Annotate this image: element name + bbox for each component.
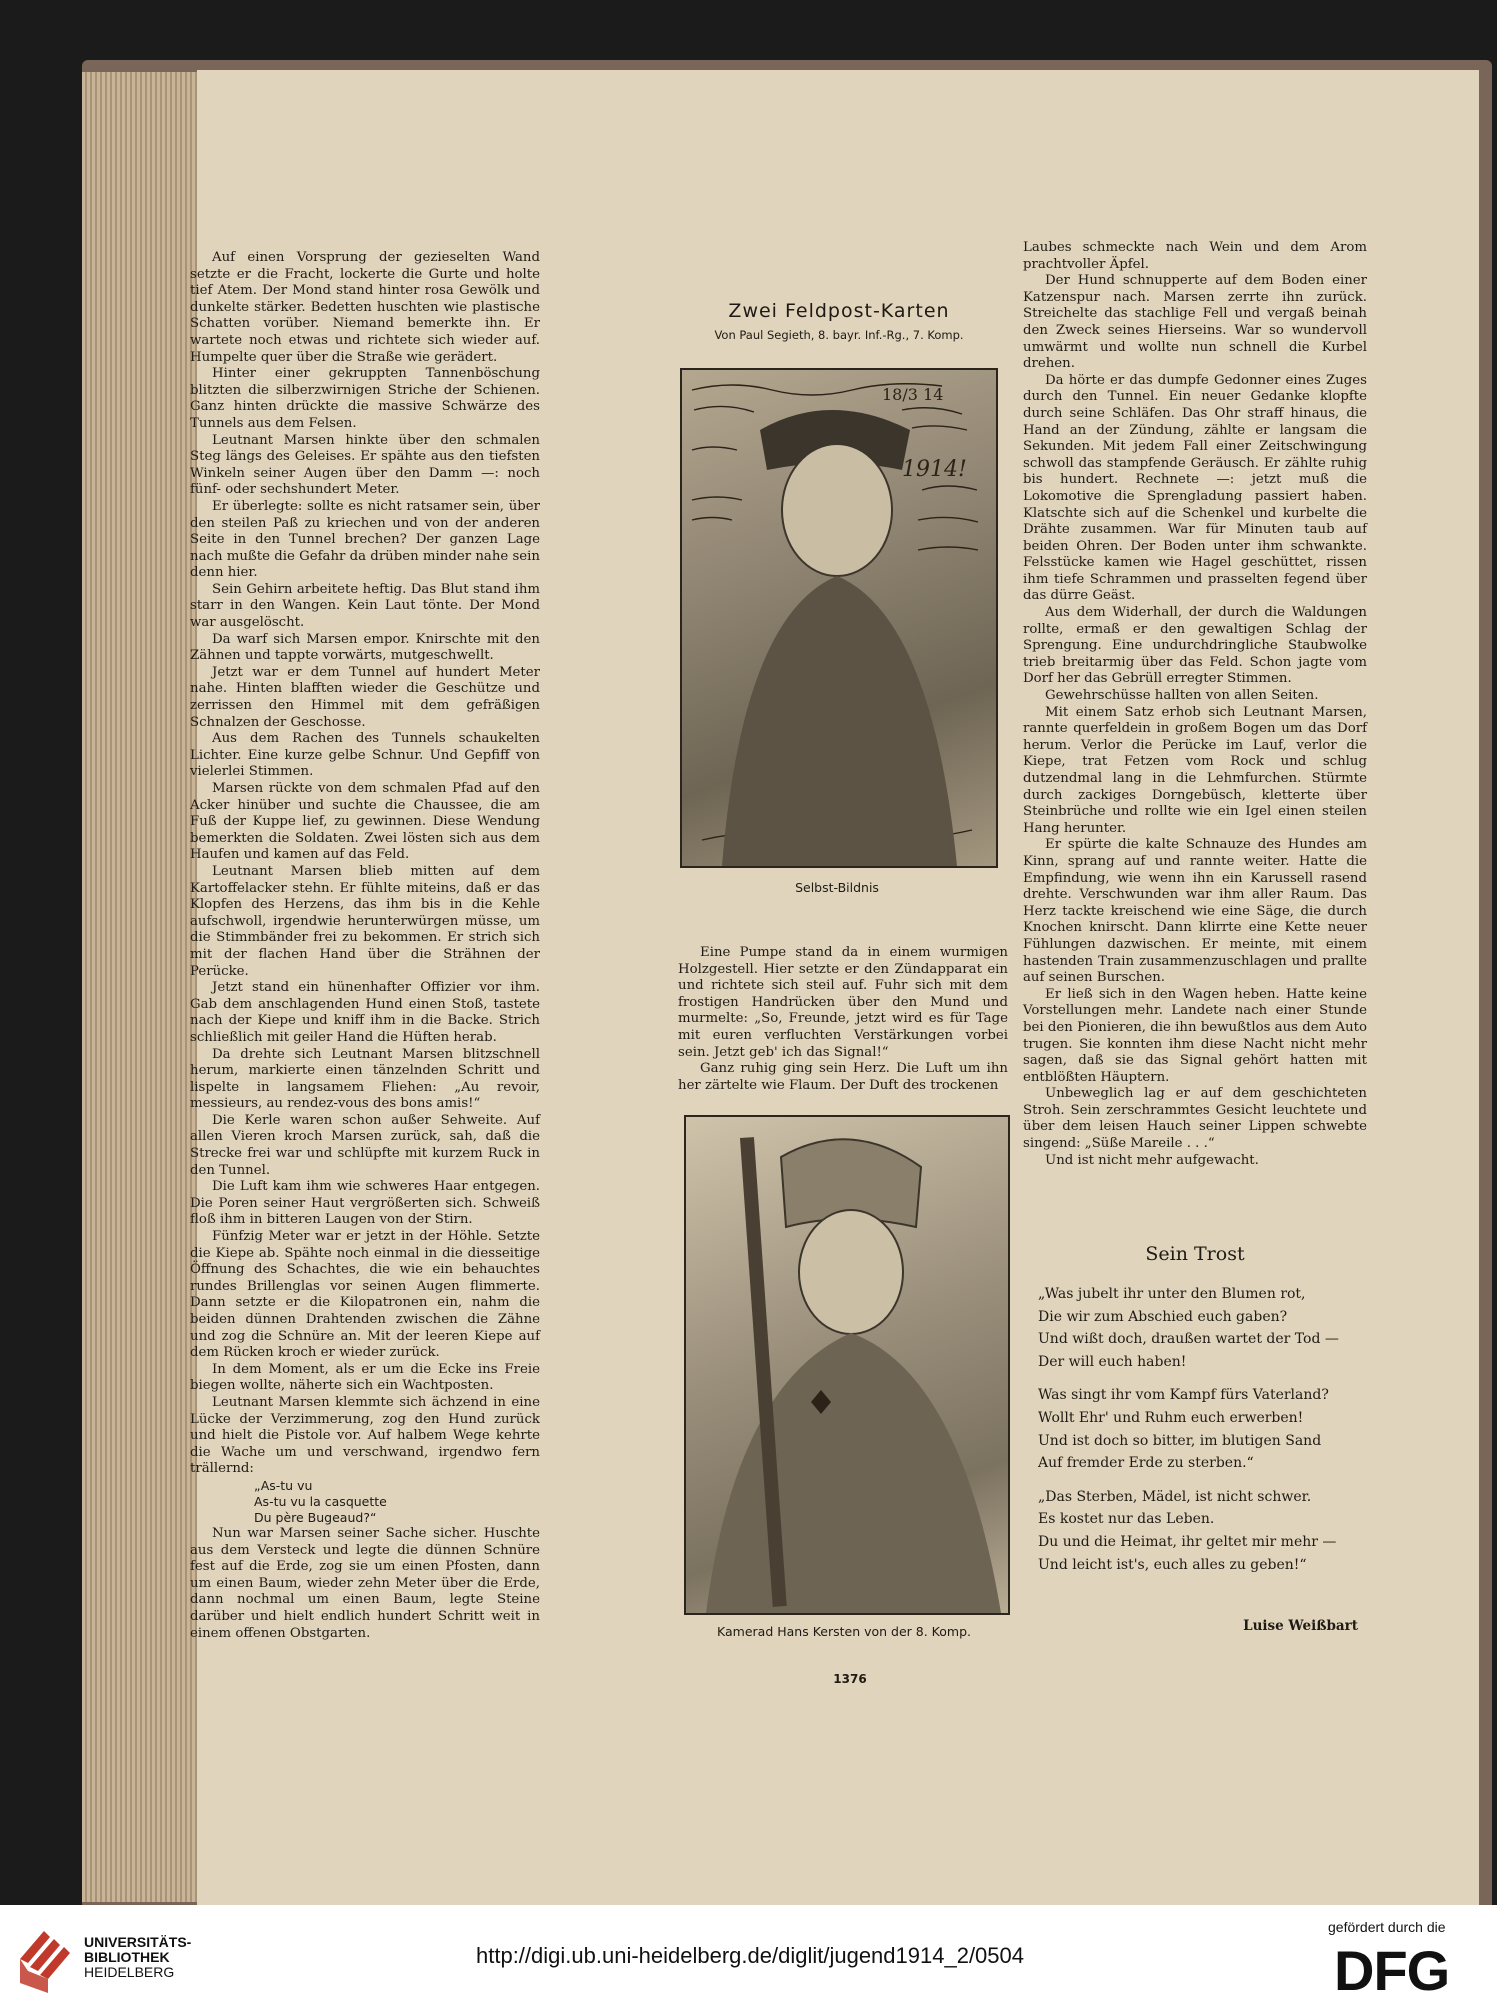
paragraph: Mit einem Satz erhob sich Leutnant Marsen, rannte querfeldein in großem Bogen um das Dorf herum. Verlor die Perücke im Lauf, verlor die Kiepe, trat Fetzen vom Rock und schlug dutzendmal lang in die Lehmfurchen. Stürmte durch zackiges Dorngebüsch, kletterte über Steinbrüche und rollte wie ein Igel einen steilen Hang herunter. [1023,704,1367,836]
paragraph: In dem Moment, als er um die Ecke ins Freie biegen wollte, näherte sich ein Wachtposten. [190,1361,540,1394]
right-text-column [1023,240,1367,1169]
middle-text-column [678,945,1008,1094]
university-library-logo-icon [14,1923,76,1995]
library-name-line: HEIDELBERG [84,1964,175,1980]
paragraph: Jetzt war er dem Tunnel auf hundert Meter nahe. Hinten blafften wieder die Geschütze und zerrissen den Himmel mit dem gefräßigen Schnalzen der Geschosse. [190,664,540,730]
poem [1038,1283,1378,1587]
page-edges [82,72,202,1902]
paragraph: Er ließ sich in den Wagen heben. Hatte keine Vorstellungen mehr. Landete nach einer Stunde bei den Pionieren, die ihn bewußtlos aus dem Auto trugen. Sie konnten ihm diese Nacht nicht mehr sagen, daß sie das Signal gehört hatten mit entblößten Häuptern. [1023,986,1367,1085]
paragraph: Da warf sich Marsen empor. Knirschte mit den Zähnen und tappte vorwärts, mutgeschwellt. [190,631,540,664]
card-date: 18/3 14 [882,385,944,404]
song-line: As-tu vu la casquette [254,1493,387,1509]
poem-line: Und leicht ist's, euch alles zu geben!“ [1038,1556,1307,1573]
article-byline: Von Paul Segieth, 8. bayr. Inf.-Rg., 7. Komp. [714,328,964,342]
paragraph: Da drehte sich Leutnant Marsen blitzschnell herum, markierte einen tänzelnden Schritt und lispelte in langsamem Fliehen: „Au revoir, messieurs, au rendez-vous des bons amis!“ [190,1046,540,1112]
soldier-portrait-sketch [682,370,996,866]
coat-shape [722,576,957,866]
permalink-url[interactable]: http://digi.ub.uni-heidelberg.de/diglit/jugend1914_2/0504 [476,1943,1024,1968]
paragraph: Leutnant Marsen hinkte über den schmalen Steg längs des Geleises. Er spähte aus den tiefsten Winkeln seiner Augen über den Damm —: noch fünf- oder sechshundert Meter. [190,432,540,498]
coat-shape [706,1333,1001,1613]
funded-by-label: gefördert durch die [1328,1919,1446,1935]
soldier-with-rifle-sketch [686,1117,1008,1613]
poem-author: Luise Weißbart [1243,1618,1358,1634]
photo-caption: Kamerad Hans Kersten von der 8. Komp. [717,1624,971,1639]
paragraph: Er spürte die kalte Schnauze des Hundes am Kinn, sprang auf und rannte weiter. Hatte die Empfindung, wie wenn ihn ein Karussell rasend drehte. Verschwunden war ihm aller Raum. Das Herz tackte kreischend wie eine Säge, die durch Knochen knirscht. Dann klirrte eine Kette neuer Fühlungen dazwischen. Er meinte, mit einem hastenden Train zusammenzuschlagen und prallte auf seinen Burschen. [1023,837,1367,986]
poem-line: „Das Sterben, Mädel, ist nicht schwer. [1038,1488,1312,1505]
paragraph: Die Kerle waren schon außer Sehweite. Auf allen Vieren kroch Marsen zurück, sah, daß die Strecke frei war und schlüpfte mit kurzem Ruck in den Tunnel. [190,1112,540,1178]
comrade-portrait-photo [684,1115,1010,1615]
library-name-line: UNIVERSITÄTS- [84,1934,192,1950]
paragraph: Und ist nicht mehr aufgewacht. [1045,1152,1259,1168]
paragraph: Nun war Marsen seiner Sache sicher. Huschte aus dem Versteck und legte die dünnen Schnüre fest auf die Erde, zog sie um einen Pfosten, dann um einen Baum, wieder zehn Meter über die Erde, dann nochmal um einen Baum, legte Steine darüber und hielt endlich hundert Schritt weit in einem offenen Obstgarten. [190,1525,540,1641]
library-name-line: BIBLIOTHEK [84,1949,170,1965]
paragraph: Hinter einer gekruppten Tannenböschung blitzten die silberzwirnigen Striche der Schienen. Ganz hinten drückte die massive Schwärze des Tunnels aus dem Felsen. [190,366,540,431]
song-line: „As-tu vu [254,1477,313,1493]
poem-line: Und wißt doch, draußen wartet der Tod — [1038,1331,1339,1348]
viewer-footer [0,1905,1497,2016]
paragraph: Fünfzig Meter war er jetzt in der Höhle. Setzte die Kiepe ab. Spähte noch einmal in die diesseitige Öffnung des Schachtes, die wie ein behauchtes rundes Brillenglas vor seinen Augen flimmerte. Dann setzte er die Kilopatronen ein, nahm die beiden dünnen Drahtenden zwischen die Zähne und zog die Schnüre an. Mit der leeren Kiepe auf dem Rücken kroch er wieder zurück. [190,1229,540,1361]
photo-caption: Selbst-Bildnis [795,880,879,895]
poem-line: Wollt Ehr' und Ruhm euch erwerben! [1038,1409,1304,1426]
paragraph: Unbeweglich lag er auf dem geschichteten Stroh. Sein zerschrammtes Gesicht leuchtete und über dem leisen Hauch seiner Lippen schwebte singend: „Süße Mareile . . .“ [1023,1086,1367,1152]
article-title: Zwei Feldpost-Karten [728,300,950,322]
poem-line: Die wir zum Abschied euch gaben? [1038,1308,1288,1325]
paragraph: Sein Gehirn arbeitete heftig. Das Blut stand ihm starr in den Wangen. Kein Laut tönte. Der Mond war ausgelöscht. [190,581,540,631]
paragraph: Die Luft kam ihm wie schweres Haar entgegen. Die Poren seiner Haut vergrößerten sich. Schweiß floß ihm in bitteren Laugen von der Stirn. [190,1179,540,1228]
paragraph: Aus dem Widerhall, der durch die Waldungen rollte, ermaß er den gewaltigen Schlag der Sprengung. Eine undurchdringliche Staubwolke trieb breitarmig über das Feld. Schon jagte vom Dorf her das Gebrüll erregter Stimmen. [1023,605,1367,687]
paragraph: Da hörte er das dumpfe Gedonner eines Zuges durch den Tunnel. Ein neuer Gedanke klopfte durch seine Schläfen. Das Ohr straff hinaus, die Hand an der Zündung, zählte er langsam die Sekunden. Mit jedem Fall einer Zeitschwingung schwoll das stampfende Geräusch. Er zählte ruhig bis hundert. Rechnete —: jetzt muß die Lokomotive die Sprengladung passiert haben. Klatschte sich auf die Schenkel und kurbelte die Drähte zusammen. War für Minuten taub auf beiden Ohren. Der Boden unter ihm schwankte. Felsstücke kamen wie Hagel geschüttet, rissen ihm tiefe Schrammen und prasselten fegend über das dürre Geäst. [1023,372,1367,604]
poem-line: „Was jubelt ihr unter den Blumen rot, [1038,1286,1306,1302]
paragraph: Aus dem Rachen des Tunnels schaukelten Lichter. Eine kurze gelbe Schnur. Und Gepfiff von vielerlei Stimmen. [190,731,540,780]
paragraph: Ganz ruhig ging sein Herz. Die Luft um ihn her zärtelte wie Flaum. Der Duft des trockenen [678,1061,1008,1093]
poem-stanza [1038,1283,1378,1373]
paragraph: Gewehrschüsse hallten von allen Seiten. [1045,688,1319,704]
left-text-column [190,250,540,1642]
paragraph: Leutnant Marsen klemmte sich ächzend in eine Lücke der Verzimmerung, zog den Hund zurück und hielt die Pistole vor. Auf halbem Wege kehrte die Wache um und verschwand, irgendwo fern trällernd: [190,1394,540,1477]
card-inscription: 1914! [902,457,967,482]
poem-title: Sein Trost [1145,1243,1245,1265]
paragraph: Marsen rückte von dem schmalen Pfad auf den Acker hinüber und suchte die Chaussee, die am Fuß der Kuppe lief, zu gewinnen. Diese Wendung bemerkten die Soldaten. Zwei lösten sich aus dem Haufen und kamen auf das Feld. [190,781,540,863]
paragraph: Auf einen Vorsprung der gezieselten Wand setzte er die Fracht, lockerte die Gurte und holte tief Atem. Der Mond stand hinter rosa Gewölk und dunkelte stärker. Bedetten huschten wie plastische Schatten vorüber. Niemand bemerkte ihn. Er wartete noch etwas und richtete sich wieder auf. Humpelte quer über die Straße wie gerädert. [190,250,540,365]
paragraph: Er überlegte: sollte es nicht ratsamer sein, über den steilen Paß zu kriechen und von der anderen Seite in den Tunnel brechen? Der ganzen Lage nach mußte die Gefahr da drüben minder nahe sein denn hier. [190,498,540,581]
poem-line: Und ist doch so bitter, im blutigen Sand [1038,1432,1322,1449]
poem-stanza [1038,1384,1378,1474]
paragraph: Eine Pumpe stand da in einem wurmigen Holzgestell. Hier setzte er den Zündapparat ein und richtete sich steil auf. Fuhr sich mit dem frostigen Handrücken über den Mund und murmelte: „So, Freunde, jetzt wird es für Tage mit euren verfluchten Verstärkungen vorbei sein. Jetzt geb' ich das Signal!“ [678,945,1008,1060]
poem-line: Du und die Heimat, ihr geltet mir mehr — [1038,1533,1337,1550]
poem-line: Auf fremder Erde zu sterben.“ [1038,1455,1254,1472]
page-number: 1376 [833,1672,867,1686]
poem-line: Es kostet nur das Leben. [1038,1511,1215,1528]
paragraph: Der Hund schnupperte auf dem Boden einer Katzenspur nach. Marsen zerrte ihn zurück. Streichelte das stachlige Fell und vergaß beinah den Zweck seines Hierseins. War so wundervoll umwärmt und wollte nun schnell die Kurbel drehen. [1023,273,1367,372]
song-line: Du père Bugeaud?“ [254,1509,377,1525]
self-portrait-photo [680,368,998,868]
paragraph: Jetzt stand ein hünenhafter Offizier vor ihm. Gab dem anschlagenden Hund einen Stoß, tastete nach der Kiepe und kniff ihm in die Backe. Strich schließlich mit geiler Hand die Hüften herab. [190,980,540,1045]
poem-line: Der will euch haben! [1038,1353,1187,1370]
poem-line: Was singt ihr vom Kampf fürs Vaterland? [1038,1387,1329,1404]
paragraph: Leutnant Marsen blieb mitten auf dem Kartoffelacker stehn. Er fühlte miteins, daß er das Klopfen des Herzens, das ihm bis in die Kehle aufschwoll, irgendwie herunterwürgen müsse, um die Stimmbänder frei zu bekommen. Er strich sich mit der flachen Hand über die Strähnen der Perücke. [190,863,540,979]
face-shape [782,444,892,576]
library-name [84,1935,191,1980]
dfg-logo: DFG [1334,1939,1450,2002]
poem-stanza [1038,1486,1378,1576]
face-shape [799,1210,903,1334]
paragraph: Laubes schmeckte nach Wein und dem Arom prachtvoller Äpfel. [1023,240,1367,272]
